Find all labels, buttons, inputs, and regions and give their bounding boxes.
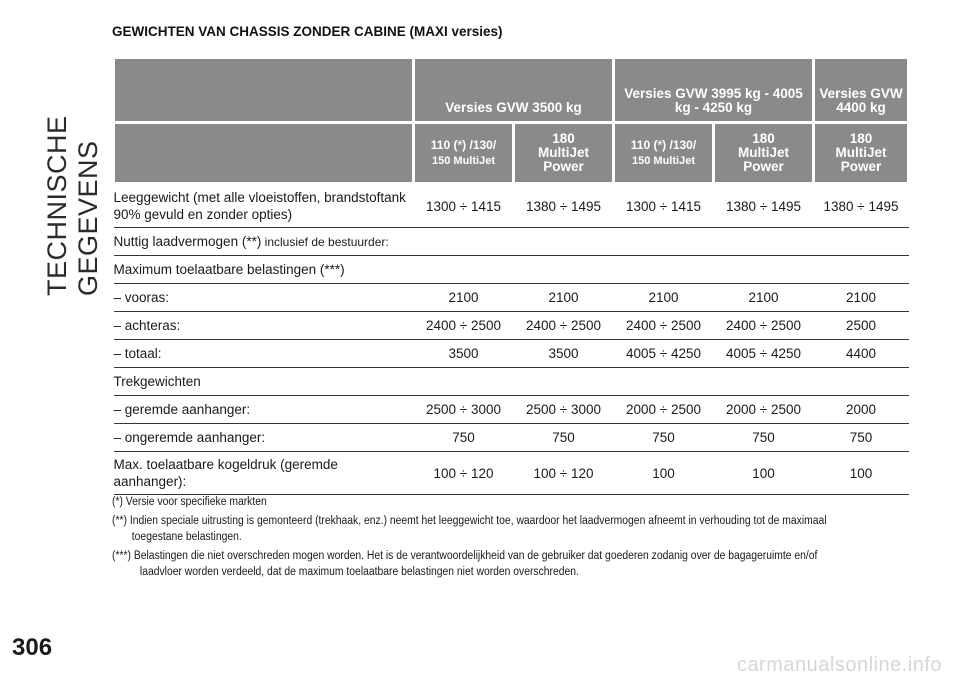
row-value: 2400 ÷ 2500 (414, 312, 514, 340)
header-group-3995-4250: Versies GVW 3995 kg - 4005 kg - 4250 kg (614, 58, 814, 123)
row-value: 750 (814, 424, 909, 452)
table-row (114, 228, 909, 256)
row-label-sub: inclusief de bestuurder: (261, 234, 389, 249)
table-row (114, 256, 909, 284)
header-model-line: 150 MultiJet (432, 155, 495, 167)
row-label: – vooras: (114, 284, 414, 312)
row-value: 100 ÷ 120 (514, 452, 614, 495)
row-label: Leeggewicht (met alle vloeistoffen, brandstoftank 90% gevuld en zonder opties) (114, 184, 414, 228)
row-label: – totaal: (114, 340, 414, 368)
row-value: 750 (414, 424, 514, 452)
header-model-line: 180 (849, 131, 873, 146)
header-model-3 (614, 123, 714, 184)
watermark: carmanualsonline.info (736, 654, 942, 676)
header-group-4400: Versies GVW 4400 kg (814, 58, 909, 123)
row-value: 4400 (814, 340, 909, 368)
row-value: 2400 ÷ 2500 (614, 312, 714, 340)
row-value: 750 (714, 424, 814, 452)
row-label: Trekgewichten (114, 368, 909, 396)
row-label: – achteras: (114, 312, 414, 340)
table-row (114, 396, 909, 424)
row-value: 750 (514, 424, 614, 452)
row-value: 3500 (414, 340, 514, 368)
table-row (114, 424, 909, 452)
footnote: (**) Indien speciale uitrusting is gemonteerd (trekhaak, enz.) neemt het leeggewicht toe, waardoor het laadvermogen afneemt in verhouding tot de maximaal toegestane belastingen. (112, 515, 827, 543)
row-value: 2100 (614, 284, 714, 312)
table-row (114, 184, 909, 228)
row-label: – ongeremde aanhanger: (114, 424, 414, 452)
header-model-line: MultiJet (835, 145, 887, 160)
row-label-main: Nuttig laadvermogen (**) (113, 233, 262, 249)
row-label (114, 228, 909, 256)
header-model-line: MultiJet (537, 145, 589, 160)
header-model-line: 150 MultiJet (632, 155, 695, 167)
table-row (114, 452, 909, 495)
row-value: 2500 ÷ 3000 (514, 396, 614, 424)
header-corner-2 (114, 123, 414, 184)
header-model-line: 110 (*) /130/ (630, 138, 697, 152)
row-value: 100 ÷ 120 (414, 452, 514, 495)
header-row-groups (114, 58, 909, 123)
row-value: 2400 ÷ 2500 (514, 312, 614, 340)
header-model-line: MultiJet (737, 145, 789, 160)
row-value: 2100 (714, 284, 814, 312)
header-row-models (114, 123, 909, 184)
row-value: 1300 ÷ 1415 (414, 184, 514, 228)
row-value: 2100 (814, 284, 909, 312)
header-model-line: 110 (*) /130/ (430, 138, 497, 152)
section-side-title: TECHNISCHE GEGEVENS (42, 115, 103, 296)
row-value: 750 (614, 424, 714, 452)
row-label: Max. toelaatbare kogeldruk (geremde aanhanger): (114, 452, 414, 495)
row-value: 100 (614, 452, 714, 495)
footnote: (*) Versie voor specifieke markten (112, 496, 267, 508)
row-value: 2000 ÷ 2500 (614, 396, 714, 424)
row-label: – geremde aanhanger: (114, 396, 414, 424)
row-value: 1380 ÷ 1495 (514, 184, 614, 228)
row-value: 2100 (514, 284, 614, 312)
weights-table (112, 56, 910, 495)
header-model-2 (514, 123, 614, 184)
row-value: 1380 ÷ 1495 (814, 184, 909, 228)
header-group-3500: Versies GVW 3500 kg (414, 58, 614, 123)
row-label: Maximum toelaatbare belastingen (***) (114, 256, 909, 284)
row-value: 1380 ÷ 1495 (714, 184, 814, 228)
row-value: 4005 ÷ 4250 (714, 340, 814, 368)
row-value: 2100 (414, 284, 514, 312)
row-value: 2000 ÷ 2500 (714, 396, 814, 424)
row-value: 2500 ÷ 3000 (414, 396, 514, 424)
row-value: 4005 ÷ 4250 (614, 340, 714, 368)
header-model-4 (714, 123, 814, 184)
header-model-line: Power (840, 159, 882, 174)
table-row (114, 368, 909, 396)
page-title: GEWICHTEN VAN CHASSIS ZONDER CABINE (MAXI versies) (112, 24, 503, 39)
header-corner (114, 58, 414, 123)
header-model-line: Power (543, 159, 584, 174)
row-value: 100 (814, 452, 909, 495)
footnotes (112, 494, 832, 583)
table-row (114, 340, 909, 368)
row-value: 2000 (814, 396, 909, 424)
row-value: 100 (714, 452, 814, 495)
header-model-5 (814, 123, 909, 184)
header-model-line: Power (743, 159, 784, 174)
page-number: 306 (12, 634, 53, 661)
table-row (114, 284, 909, 312)
row-value: 1300 ÷ 1415 (614, 184, 714, 228)
row-value: 2400 ÷ 2500 (714, 312, 814, 340)
row-value: 2500 (814, 312, 909, 340)
header-model-line: 180 (552, 131, 575, 146)
table-row (114, 312, 909, 340)
header-model-1 (414, 123, 514, 184)
header-model-line: 180 (752, 131, 775, 146)
row-value: 3500 (514, 340, 614, 368)
footnote: (***) Belastingen die niet overschreden mogen worden. Het is de verantwoordelijkheid van de gebruiker dat goederen zodanig over de bagageruimte en/of laadvloer worden verdeeld, dat de maximum toelaatbare belastingen niet worden overschreden. (112, 550, 818, 578)
